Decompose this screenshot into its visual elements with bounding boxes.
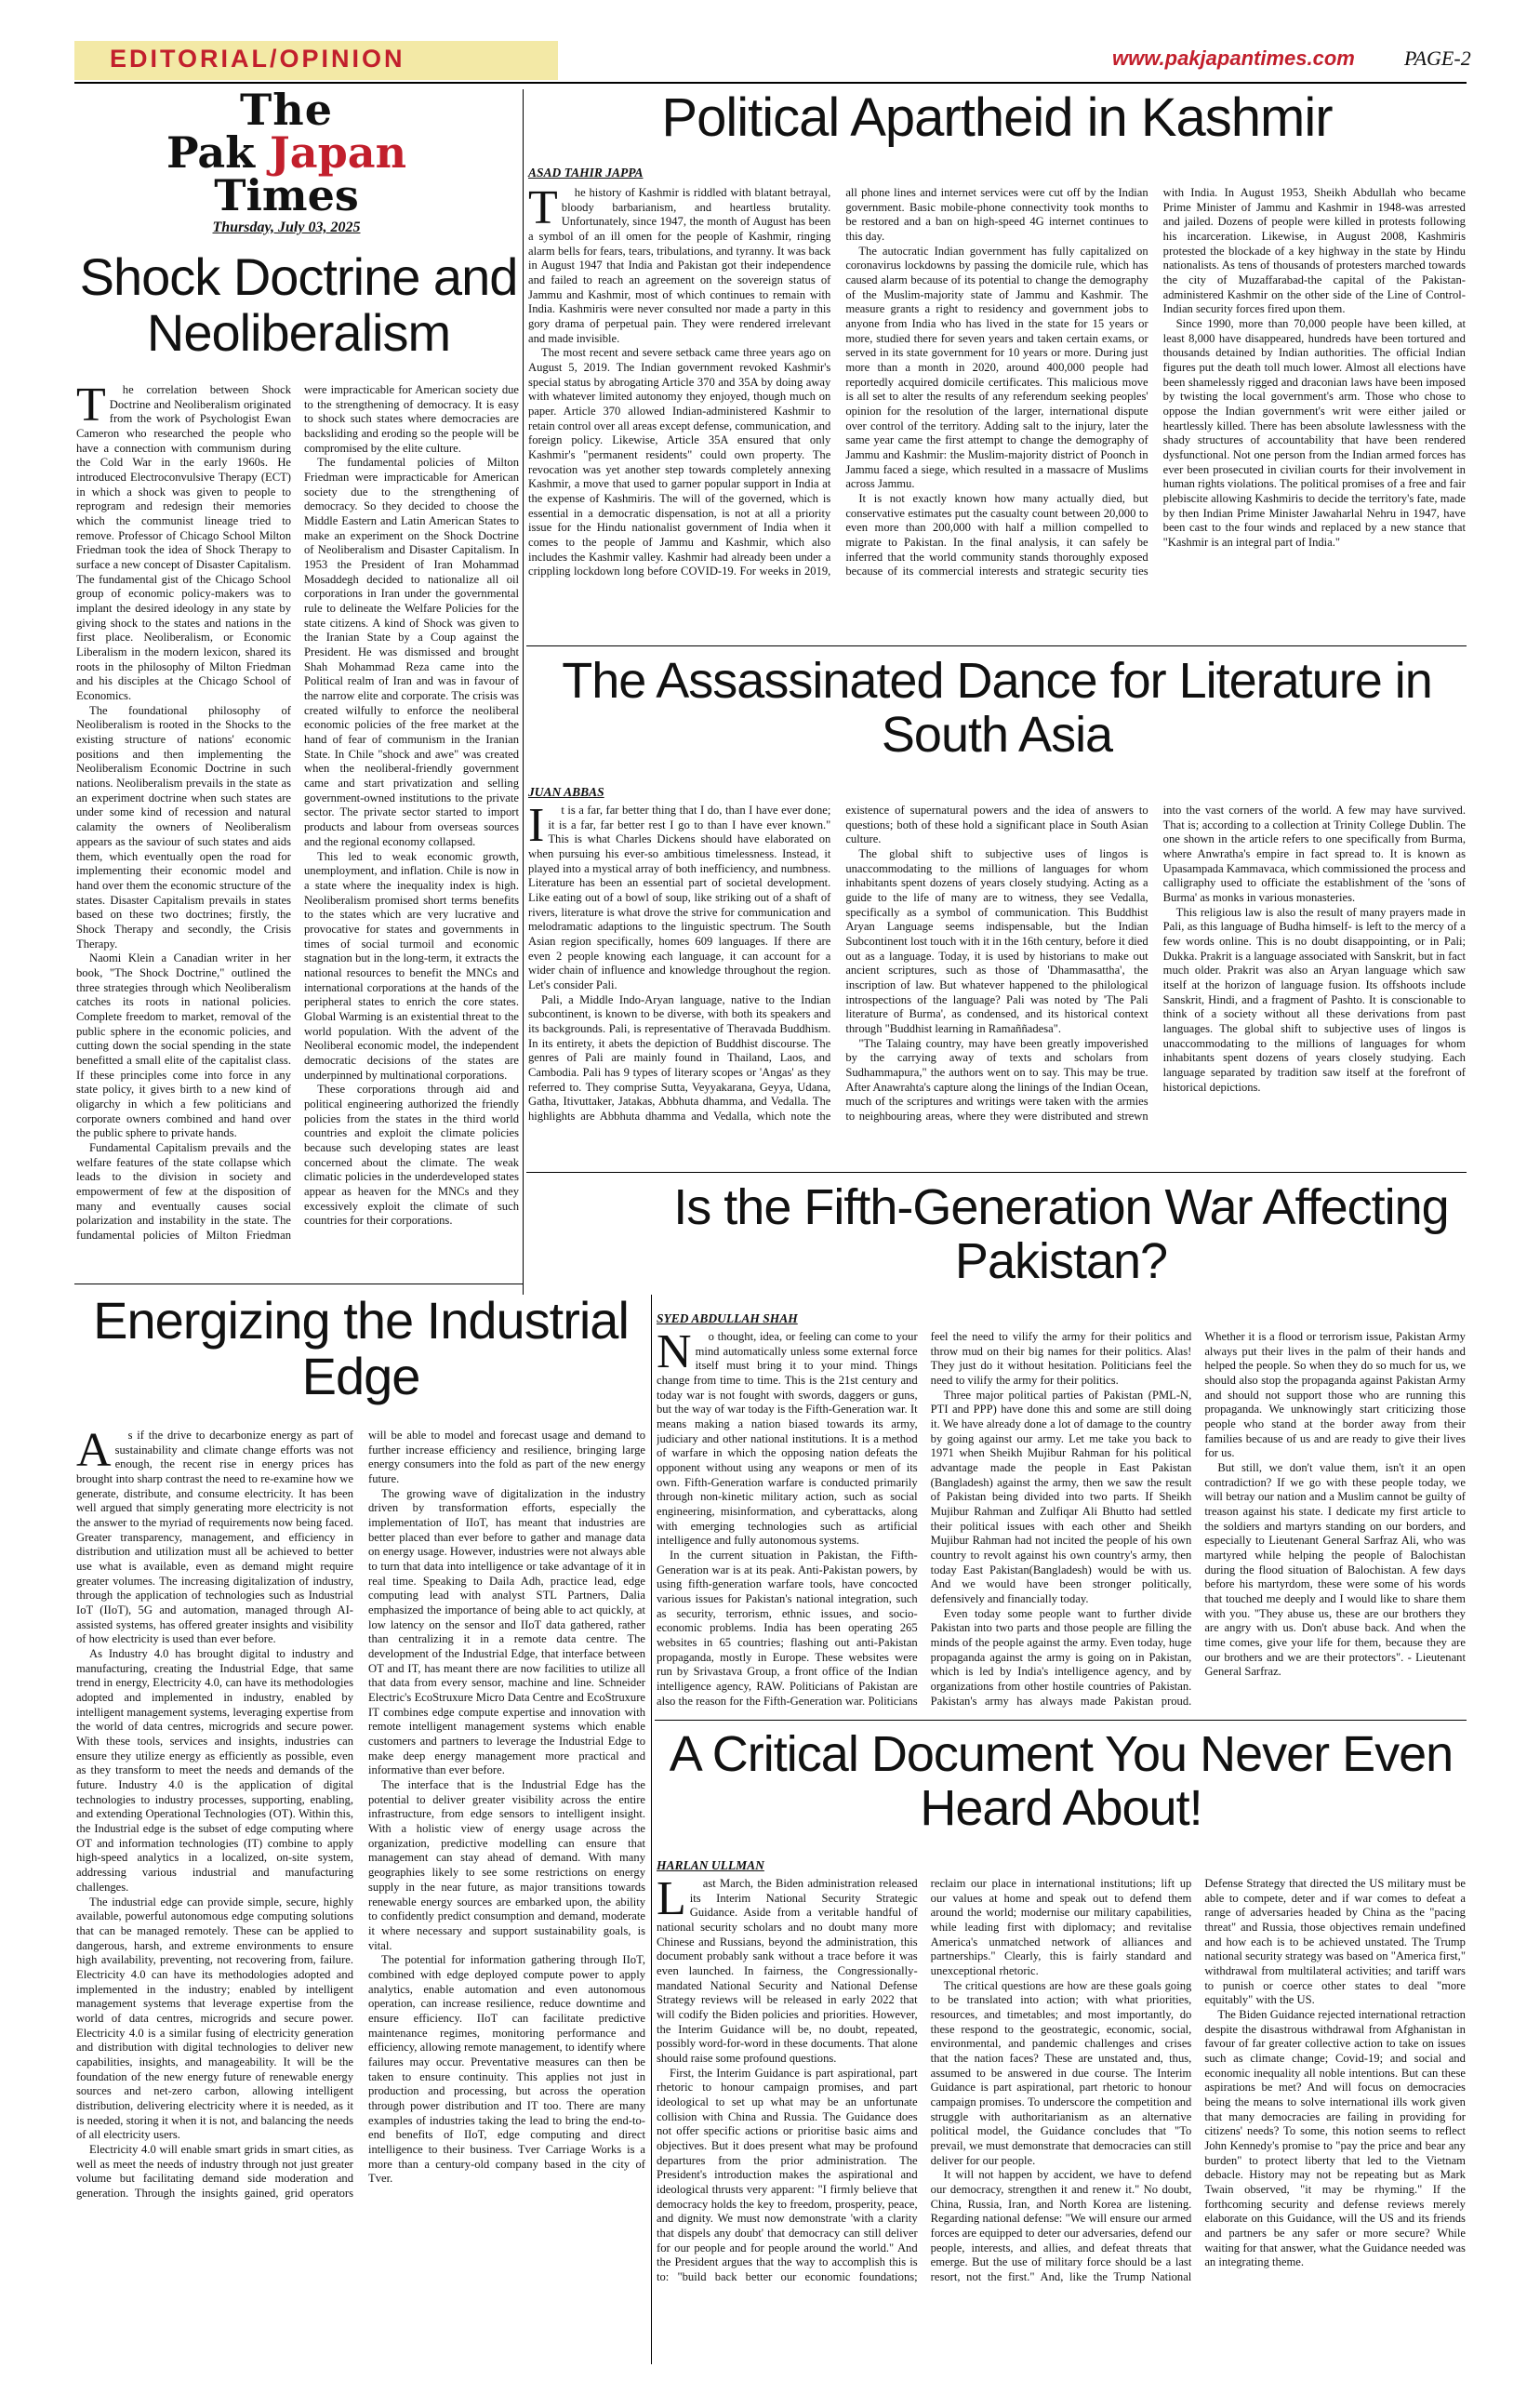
article-headline: Shock Doctrine and Neoliberalism bbox=[79, 247, 518, 362]
masthead-logo bbox=[76, 85, 497, 220]
drop-cap: A bbox=[76, 1429, 112, 1477]
article-byline: JUAN ABBAS bbox=[528, 785, 604, 799]
article-divider bbox=[655, 1720, 1467, 1721]
article-headline: A Critical Document You Never Even Heard About! bbox=[669, 1726, 1454, 1836]
paragraph: he history of Kashmir is riddled with blatant betrayal, bloody barbarianism, and heartless brutality. Unfortunately, since 1947, the month of August has been a symbol of an ill omen for the people of Kashmir, ringing alarm bells for fears, tears, tribulations, and tyranny. It was back in August 1947 that India and Pakistan got their independence and failed to reach an agreement on the sovereign status of Jammu and Kashmir, most of which continues to remain with India. Kashmiris were never consulted nor made a party in this gory drama of perpetual pain. They were rendered irrelevant and made invisible. bbox=[528, 186, 831, 345]
paragraph: The industrial edge can provide simple, secure, highly available, powerful autonomous edge computing solutions that can be managed remotely. These can be applied to dangerous, harsh, and extreme environments to ensure high availability, preventing, not recovering from, failure. Electricity 4.0 can have its methodologies adopted and implemented in the industry; enabled by intelligent management systems that leverage expertise from the world of data centres, microgrids and secure power. Electricity 4.0 is a similar fusing of electricity generation and distribution with digital technologies to deliver new capabilities, insights, and manageability. It will be the foundation of the new energy future of renewable energy sources and net-zero carbon, allowing intelligent distribution, delivering electricity where it is needed, as it is needed, storing it when it is not, and balancing the needs of all electricity users. bbox=[76, 1895, 353, 2142]
article-headline: Is the Fifth-Generation War Affecting Pakistan? bbox=[673, 1179, 1449, 1289]
article-body bbox=[528, 804, 1466, 1163]
paragraph: "The Talaing country, may have been greatly impoverished by the carrying away of texts and scholars from Sudhammapura," the authors went on to say. This may be true. After Anawrahta's capture along the linings of the Indian Ocean, much of the scriptures and writings were taken with the armies to neighbouring areas, where they were distributed and strewn into the vast corners of the world. A few may have survived. That is; according to a collection at Trinity College Dublin. The one shown in the article refers to one specifically from Burma, where Anwratha's empire in fact spread to. It is known as Upasampada Kammavaca, which commissioned the process and calligraphy used to officiate the establishment of the 'sons of Burma' as monks in various monasteries. bbox=[845, 804, 1466, 1124]
site-url[interactable]: www.pakjapantimes.com bbox=[1112, 47, 1355, 70]
paragraph: Pali, a Middle Indo-Aryan language, native to the Indian subcontinent, is known to be diverse, with both its speakers and its backgrounds. Pali, is representative of Theravada Buddhism. In its entirety, it abets the depiction of Buddhist discourse. The genres of Pali are mainly found in Thailand, Laos, and Cambodia. Pali has 9 types of literary scopes or 'Angas' as they referred to. They comprise Sutta, Veyyakarana, Geyya, Udana, Gatha, Itivuttaker, Jatakas, Abbhuta dhamma, and Vedalla. The highlights are Abbhuta dhamma and Vedalla, which note the existence of supernatural powers and the idea of answers to questions; both of these hold a significant place in South Asian culture. bbox=[528, 804, 1148, 1124]
article-byline: SYED ABDULLAH SHAH bbox=[657, 1311, 798, 1325]
paragraph: Since 1990, more than 70,000 people have been killed, at least 8,000 have disappeared, hundreds have been tortured and thousands detained by Indian authorities. The official Indian figures put the death toll much lower. Almost all elections have been shamelessly rigged and draconian laws have been imposed by twisting the local government's arm. Those who chose to oppose the Indian government's writ were either jailed or heartlessly killed. There has been absolute lawlessness with the shady structures of accountability that have been rendered dysfunctional. Not one person from the Indian armed forces has ever been prosecuted in civilian courts for their involvement in human rights violations. The political promises of a free and fair plebiscite allowing Kashmiris to decide the territory's fate, made by then Indian Prime Minister Jawaharlal Nehru in 1947, have been cast to the four winds and replaced by a new stance that "Kashmir is an integral part of India." bbox=[1162, 317, 1466, 550]
paragraph: Electricity 4.0 will enable smart grids in smart cities, as well as meet the needs of industry through not just greater volume but facilitating demand side moderation and generation. Through the insights gained, grid operators will be able to model and forecast usage and demand to further increase efficiency and resilience, bringing large energy consumers into the fold as part of the new energy future. bbox=[76, 1429, 645, 2200]
paragraph: The autocratic Indian government has fully capitalized on coronavirus lockdowns by passing the domicile rule, which has caused alarm because of its potential to change the demography of the Muslim-majority state of Jammu and Kashmir. The measure grants a right to residency and government jobs to anyone from India who has lived in the state for 15 years or more, studied there for seven years and taken certain exams, or served in its state government for 10 years or more. During just more than a month in 2020, around 400,000 people had reportedly acquired domicile certificates. This malicious move is all set to alter the results of any referendum seeking peoples' opinion for the resolution of the larger, international dispute over control of the territory. Adding salt to the injury, later the same year came the first attempt to change the demography of Jammu and Kashmir: the Muslim-majority district of Poonch in Jammu faced a siege, which resulted in a massacre of Muslims across Jammu. bbox=[845, 244, 1148, 491]
article-headline: Political Apartheid in Kashmir bbox=[661, 87, 1333, 148]
paragraph: The interface that is the Industrial Edge has the potential to deliver greater visibility across the entire infrastructure, from edge sensors to intelligent insight. With a holistic view of energy usage across the organization, predictive modelling can ensure that management can stay ahead of demand. With many geographies likely to see some restrictions on energy supply in the near future, as major transitions towards renewable energy sources are embarked upon, the ability to confidently predict consumption and demand, moderate it where necessary and support sustainability goals, is vital. bbox=[368, 1778, 645, 1952]
article-body bbox=[657, 1330, 1466, 1711]
masthead-line3: Times bbox=[214, 170, 359, 220]
paragraph: The foundational philosophy of Neoliberalism is rooted in the Shocks to the existing structure of nations' economic positions and then implementing the Neoliberalism Economic Doctrine in such nations. Neoliberalism prevails in the state as an experiment doctrine when such states are under some kind of recession and natural calamity the owners of Neoliberalism appears as the saviour of such states and aids them, which eventually open the road for implementing their economic model and hand over them the economic structure of the states. Disaster Capitalism prevails in states based on these two doctrines; firstly, the Shock Therapy and secondly, the Crisis Therapy. bbox=[76, 703, 291, 951]
paragraph: The Biden Guidance rejected international retraction despite the disastrous withdrawal from Afghanistan in favour of far greater collective action to take on issues such as climate change; Covid-19; and social and economic inequality all noble intentions. But can these aspirations be met? And will focus on democracies being the means to solve international ills work given that many democracies are failing in providing for citizens' needs? To some, this notion seems to reflect John Kennedy's promise to "pay the price and bear any burden" to protect liberty that led to the Vietnam debacle. History may not be repeating but as Mark Twain observed, "it may be rhyming." If the forthcoming security and defense reviews merely elaborate on this Guidance, will the US and its friends and partners be any safer or more secure? While waiting for that answer, what the Guidance needed was an integrating theme. bbox=[1204, 2008, 1466, 2269]
paragraph: These corporations through aid and political engineering authorized the friendly policies from the states in the third world countries and exploit the climate policies because such developing states are least concerned about the climate. The weak climatic policies in the underdeveloped states appear as heaven for the MNCs and they excessively exploit the climate of such countries for their corporations. bbox=[304, 1083, 519, 1228]
article-headline: Energizing the Industrial Edge bbox=[93, 1291, 629, 1405]
article-headline: The Assassinated Dance for Literature in South Asia bbox=[562, 653, 1432, 763]
drop-cap: L bbox=[657, 1877, 686, 1925]
paragraph: The growing wave of digitalization in the industry driven by transformation efforts, especially the implementation of IIoT, has meant that industries are better placed than ever before to gather and manage data on energy usage. However, industries were not always able to turn that data into intelligence or take advantage of it in real time. Speaking to Daila Adh, practice lead, edge computing lead with analyst STL Partners, Dalia emphasized the importance of being able to act quickly, at low latency on the sensor and IIoT data gathered, rather than centralizing it in a remote data centre. The development of the Industrial Edge, that interface between OT and IT, has meant there are now facilities to utilize all that data from every sensor, machine and line. Schneider Electric's EcoStruxure Micro Data Centre and EcoStruxure IT combines edge compute expertise and innovation with remote intelligent management systems which enable customers and partners to leverage the Industrial Edge to make deep energy management more practical and informative than ever before. bbox=[368, 1486, 645, 1777]
masthead-japan: Japan bbox=[270, 127, 407, 178]
paragraph: It will not happen by accident, we have to defend our democracy, strengthen it and renew it." No doubt, China, Russia, Iran, and North Korea are listening. Regarding national defense: "We will ensure our armed forces are equipped to deter our adversaries, defend our people, interests, and allies, and defeat threats that emerge. But the use of military force should be a last resort, not the first." And, like the Trump National Defense Strategy that directed the US military must be able to compete, deter and if war comes to defeat a range of adversaries headed by China as the "pacing threat" and Russia, those objectives remain undefined and how each is to be achieved unstated. The Trump national security strategy was based on "America first," withdrawal from multilateral activities; and tariff wars to punish or coerce other states to deal "more equitably" with the US. bbox=[930, 1877, 1466, 2284]
column-divider bbox=[651, 1295, 652, 2364]
paragraph: The fundamental policies of Milton Friedman were impracticable for American society due to the strengthening of democracy. So they decided to choose the Middle Eastern and Latin American States to make an experiment on the Shock Doctrine of Neoliberalism and Disaster Capitalism. In 1953 the President of Iran Mohammad Mosaddegh decided to nationalize all oil corporations in Iran under the governmental rule to delineate the Welfare Policies for the state citizens. A kind of Shock was given to the Iranian State by a Coup against the President. He was dismissed and brought Shah Mohammad Reza came into the Political realm of Iran and was in favour of the narrow elite and corporate. The crisis was created wilfully to enforce the neoliberal economic policies of the free market at the hand of fear of communism in the Iranian State. In Chile "shock and awe" was created when the neoliberal-friendly government came and start privatization and selling government-owned institutions to the private sector. The private sector started to import products and labour from overseas sources and the regional economy collapsed. bbox=[304, 456, 519, 848]
paragraph: As Industry 4.0 has brought digital to industry and manufacturing, creating the Industrial Edge, that same trend in energy, Electricity 4.0, can have its methodologies adopted and implemented in industry, enabled by intelligent management systems, leveraging expertise from the world of data centres, microgrids and secure power. With these tools, services and insights, industries can ensure they utilize energy as efficiently as possible, even as they transform to meet the needs and demands of the future. Industry 4.0 is the application of digital technologies to industry processes, supporting, enabling, and extending Operational Technologies (OT). Within this, the Industrial edge is the subset of edge computing where OT and information technologies (IT) combine to apply high-speed analytics in a localized, on-site system, addressing various industrial and manufacturing challenges. bbox=[76, 1647, 353, 1894]
article-byline: HARLAN ULLMAN bbox=[657, 1858, 764, 1872]
section-label: EDITORIAL/OPINION bbox=[110, 45, 405, 73]
paragraph: The most recent and severe setback came three years ago on August 5, 2019. The Indian government revoked Kashmir's special status by abrogating Article 370 and 35A by doing away with whatever limited autonomy they enjoyed, though much on paper. Article 370 allowed Indian-administered Kashmir to retain control over all areas except defense, communication, and foreign policy. Likewise, Article 35A ensured that only Kashmir's "permanent residents" could own property. The revocation was yet another step towards completely annexing Kashmir, a move that used to garner popular support in India at the expense of Kashmiris. The will of the governed, which is essential in a democratic dispensation, is not at all a priority issue for the Hindu nationalist government of India when it comes to the people of Jammu and Kashmir, which also includes the Kashmir valley. Kashmir had already been under a crippling lockdown long before COVID-19. For weeks in 2019, all phone lines and internet services were cut off by the Indian government. Basic mobile-phone connectivity took months to be restored and a ban on high-speed 4G internet continues to this day. bbox=[528, 186, 1148, 579]
article-body bbox=[528, 186, 1466, 636]
masthead-pak: Pak bbox=[166, 127, 256, 178]
article-body bbox=[76, 1429, 645, 2362]
article-body bbox=[76, 383, 519, 1278]
paragraph: ast March, the Biden administration released its Interim National Security Strategic Guidance. Aside from a veritable handful of national security scholars and no doubt many more Chinese and Russians, beyond the administration, this document probably sank without a trace before it was even launched. In fairness, the Congressionally-mandated National Security and National Defense Strategy reviews will be released in early 2022 that will codify the Biden policies and priorities. However, the Interim Guidance will be, no doubt, repeated, possibly word-for-word in these documents. That alone should raise some profound questions. bbox=[657, 1877, 918, 2066]
paragraph: The global shift to subjective uses of lingos is unaccommodating to the millions of languages for whom inhabitants spent dozens of years closely studying. Acting as a guide to the life of many are to witness, they see Vedalla, specifically as a symbol of communication. This Buddhist Aryan Language seems indispensable, but the Indian Subcontinent lost touch with it in the 16th century, before it died out as a language. Today, it is used by historians to make out ancient scriptures, such as those of 'Dhammasattha', the inscription of law. But whatever happened to the philological introspections of the language? Pali was noted by 'The Pali literature of Burma', as condensed, and its historical context through "Buddhist learning in Ramaññadesa". bbox=[845, 847, 1148, 1036]
paragraph: First, the Interim Guidance is part aspirational, part rhetoric to honour campaign promises, and part ideological to set up what may be an unfortunate collision with China and Russia. The Guidance does not offer specific actions or prioritise basic aims and objectives. But it does present what may be profound departures from the prior administration. The President's introduction makes the aspirational and ideological thrusts very apparent: "I firmly believe that democracy holds the key to freedom, prosperity, peace, and dignity. We must now demonstrate 'with a clarity that dispels any doubt' that democracy can still deliver for our people and for people around the world." And the President argues that the way to accomplish this is to: "build back better our economic foundations; reclaim our place in international institutions; lift up our values at home and speak out to defend them around the world; modernise our military capabilities, while leading first with diplomacy; and revitalise America's unmatched network of alliances and partnerships." Clearly, this is fairly standard and unexceptional rhetoric. bbox=[657, 1877, 1192, 2284]
masthead-line1: The bbox=[240, 85, 333, 135]
paragraph: Naomi Klein a Canadian writer in her book, "The Shock Doctrine," outlined the three strategies through which Neoliberalism catches its roots in national policies. Complete freedom to market, removal of the public sphere in the economic policies, and cutting down the social spending in the state benefitted a small elite of the capitalist class. If these principles come into force in any state policy, it gives birth to a new kind of oligarchy in which a few politicians and corporate owners combined and hand over the public sphere to private hands. bbox=[76, 951, 291, 1140]
paragraph: s if the drive to decarbonize energy as part of sustainability and climate change efforts was not enough, the recent rise in energy prices has brought into sharp contrast the need to re-examine how we generate, distribute, and consume electricity. It has been well argued that simply generating more electricity is not the answer to the myriad of requirements now being faced. Greater transparency, management, and efficiency in distribution and utilization must all be achieved to better use what is available, even as demand might require greater volumes. The increasing digitalization of industry, through the application of technologies such as Industrial IoT (IIoT), 5G and automation, managed through AI-assisted systems, has offered greater insights and visibility of how electricity is used than ever before. bbox=[76, 1429, 353, 1646]
drop-cap: T bbox=[528, 186, 558, 234]
drop-cap: I bbox=[528, 804, 545, 852]
issue-date: Thursday, July 03, 2025 bbox=[212, 219, 361, 235]
paragraph: This led to weak economic growth, unemployment, and inflation. Chile is now in a state where the inequality index is high. Neoliberalism promised short terms benefits to the states which are very lucrative and provocative for states and governments in times of social turmoil and economic stagnation but in the long-term, it extracts the national resources to benefit the MNCs and international corporations at the hands of the peripheral states to enrich the core states. Global Warming is an existential threat to the world population. With the advent of the Neoliberal economic model, the independent democratic decisions of the states are underpinned by multinational corporations. bbox=[304, 849, 519, 1082]
paragraph: But still, we don't value them, isn't it an open contradiction? If we go with these people today, we will betray our nation and a Muslim cannot be guilty of treason against his state. I dedicate my first article to the soldiers and martyrs standing on our borders, and especially to Lieutenant General Sarfraz Ali, who was martyred while helping the people of Balochistan during the flood situation of Balochistan. A few days before his martyrdom, these were some of his words that touched me deeply and I would like to share them with you. "They abuse us, these are our brothers they are angry with us. Don't abuse back. And when the time comes, give your life for them, because they are our brothers and we are their protectors". - Lieutenant General Sarfraz. bbox=[1204, 1461, 1466, 1679]
article-divider bbox=[526, 1172, 1467, 1173]
paragraph: o thought, idea, or feeling can come to your mind automatically unless some external force itself must bring it to your mind. Things change from time to time. This is the 21st century and today war is not fought with swords, daggers or guns, but the way of war today is the Fifth-Generation war. It means making a nation biased towards its army, judiciary and other national institutions. It is a method of warfare in which the opposing nation defeats the opponent without using any weapons or men of its own. Fifth-Generation warfare is conducted primarily through non-kinetic military action, such as social engineering, misinformation, and cyberattacks, along with emerging technologies such as artificial intelligence and fully autonomous systems. bbox=[657, 1330, 918, 1548]
paragraph: Three major political parties of Pakistan (PML-N, PTI and PPP) have done this and some are still doing it. We have already done a lot of damage to the country by going against our army. Let me take you back to 1971 when Sheikh Mujibur Rahman for his political advantage made the people in East Pakistan (Bangladesh) against the army, then we saw the result of Pakistan being divided into two parts. If Sheikh Mujibur Rahman and Zulfiqar Ali Bhutto had settled their political issues with each other and Sheikh Mujibur Rahman had not incited the people of his own country to revolt against his own country's army, then today East Pakistan(Bangladesh) would be with us. And we would have been stronger politically, defensively and financially today. bbox=[930, 1388, 1192, 1606]
column-divider bbox=[523, 89, 524, 1295]
paragraph: It is not exactly known how many actually died, but conservative estimates put the casualty count between 20,000 to even more than 200,000 with half a million compelled to migrate to Pakistan. In the final analysis, it can safely be inferred that the world community stands thoroughly exposed because of its commercial interests and strategic security ties with India. In August 1953, Sheikh Abdullah who became Prime Minister of Jammu and Kashmir in 1948-was arrested and jailed. Dozens of people were killed in protests following his incarceration. Likewise, in August 2008, Kashmiris protested the blockade of a key highway in the state by Hindu nationalists. As tens of thousands of protesters marched towards the city of Muzaffarabad-the capital of the Pakistan-administered Kashmir on the other side of the Line of Control-Indian security forces fired upon them. bbox=[845, 186, 1466, 579]
drop-cap: T bbox=[76, 383, 106, 432]
article-divider bbox=[526, 645, 1467, 646]
paragraph: This religious law is also the result of many prayers made in Pali, as this language of Budha himself- is left to the mercy of a few words online. This is no doubt disappointing, or in Pali; Dukka. Prakrit is a language associated with Sanskrit, but in fact much older. Prakrit was also an Aryan language which saw itself at the horizon of language fusion. Its offshoots include Sanskrit, Hindi, and a fragment of Pashto. It is conscionable to think of a society without all these derivations from past languages. The global shift to subjective uses of lingos is unaccommodating to the millions of languages for whom inhabitants spent dozens of years closely studying. Each language separated by tradition saw itself at the forefront of historical depictions. bbox=[1162, 905, 1466, 1094]
paragraph: Fundamental Capitalism prevails and the welfare features of the state collapse which leads to the division in society and empowerment of few at the disposition of many and eventually causes social polarization and instability in the state. The fundamental policies of Milton Friedman were impracticable for American society due to the strengthening of democracy. It is easy to shock such states where democracies are backsliding and eroding so the people will be compromised by the elite culture. bbox=[76, 383, 519, 1242]
header-rule bbox=[74, 82, 1467, 84]
paragraph: In the current situation in Pakistan, the Fifth-Generation war is at its peak. Anti-Pakistan powers, by using fifth-generation warfare tools, have concocted various issues for Pakistan's national integration, such as security, terrorism, ethnic issues, and socio-economic problems. India has been operating 265 websites in 65 countries; flashing out anti-Pakistan propaganda, mostly in Europe. These websites were run by Srivastava Group, a front office of the Indian intelligence agency, RAW. Politicians of Pakistan are also the reason for the Fifth-Generation war. Politicians feel the need to vilify the army for their politics and throw mud on their big names for their politics. Alas! They just do it without hesitation. Politicians feel the need to vilify the army for their politics. bbox=[657, 1330, 1192, 1708]
drop-cap: N bbox=[657, 1330, 692, 1378]
page-number: PAGE-2 bbox=[1404, 47, 1471, 70]
article-body bbox=[657, 1877, 1466, 2362]
paragraph: he correlation between Shock Doctrine and Neoliberalism originated from the work of Psychologist Ewan Cameron who researched the people who have a connection with communism during the Cold War in the early 1960s. He introduced Electroconvulsive Therapy (ECT) in which a shock was given to people to reprogram and redesign their memories which the communist lineage tried to remove. Professor of Chicago School Milton Friedman took the idea of Shock Therapy to surface a new concept of Disaster Capitalism. The fundamental gist of the Chicago School group of economic policy-makers was to implant the desired ideology in any state by giving shock to the states and nations in the first place. Neoliberalism, or Economic Liberalism in the modern lexicon, shared its roots in the philosophy of Milton Friedman and his disciples at the Chicago School of Economics. bbox=[76, 383, 291, 703]
paragraph: The potential for information gathering through IIoT, combined with edge deployed compute power to apply analytics, enable automation and even autonomous operation, can increase resilience, reduce downtime and ensure efficiency. IIoT can facilitate predictive maintenance regimes, monitoring performance and efficiency, allowing remote management, to identify where failures may occur. Preventative measures can then be taken to ensure continuity. This applies not just in production and processing, but across the operation through power distribution and IT too. There are many examples of industries taking the lead to bring the end-to-end benefits of IIoT, edge computing and direct intelligence to their business. Tver Carriage Works is a more than a century-old company based in the city of Tver. bbox=[368, 1953, 645, 2186]
paragraph: The critical questions are how are these goals going to be translated into action; with what priorities, resources, and timetables; and most importantly, do these respond to the geostrategic, economic, social, environmental, and pandemic challenges and crises that the nation faces? These are unstated and, thus, assumed to be answered in due course. The Interim Guidance is part aspirational, part rhetoric to honour campaign promises. To underscore the competition and struggle with authoritarianism as an alternative political model, the Guidance concludes that "To prevail, we must demonstrate that democracies can still deliver for our people. bbox=[930, 1978, 1192, 2167]
article-byline: ASAD TAHIR JAPPA bbox=[528, 166, 644, 180]
paragraph: Even today some people want to further divide Pakistan into two parts and those people are filling the minds of the people against the army. Even today, huge propaganda against the army is going on in Pakistan, which is led by India's intelligence agency, and by organizations from other hostile countries of Pakistan. Pakistan's army has always made Pakistan proud. Whether it is a flood or terrorism issue, Pakistan Army always put their lives in the palm of their hands and helped the people. So when they do so much for us, we should also stop the propaganda against Pakistan Army and should not support those who are running this propaganda. We unknowingly start criticizing those people who stand at the border away from their families because of us and are ready to give their lives for us. bbox=[930, 1330, 1466, 1708]
paragraph: t is a far, far better thing that I do, than I have ever done; it is a far, far better rest I go to than I have ever known." This is what Charles Dickens should have elaborated on when pursuing his ever-so ambitious timelessness. Instead, it played into a mystical array of both inefficiency, and numbness. Literature has been an essential part of societal development. Like eating out of a bowl of soup, like striking out of a shaft of rivers, literature is what drove the strive for communication and melodramatic adaptions to the linguistic spectrum. The South Asian region specifically, homes 609 languages. If there are even 2 people knowing each language, it can account for a wider chain of influence and knowledge throughout the region. Let's consider Pali. bbox=[528, 804, 831, 992]
